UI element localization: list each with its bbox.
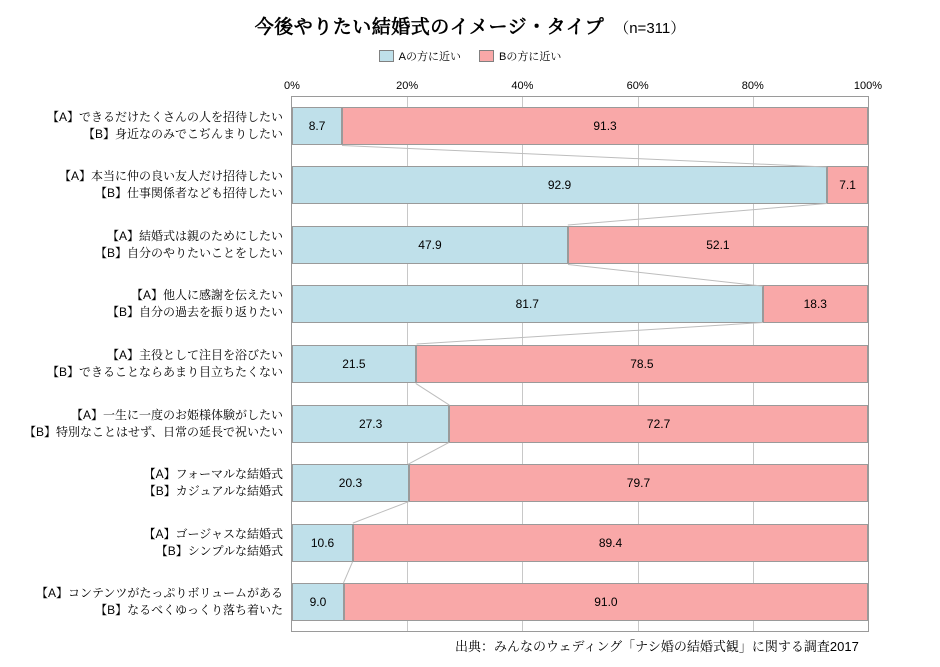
- bar-segment-a: [292, 345, 416, 383]
- row-label-line: 【B】特別なことはせず、日常の延長で祝いたい: [23, 424, 283, 439]
- chart-title-sub: （n=311）: [614, 20, 686, 37]
- row-label: [3, 168, 283, 202]
- row-label-line: 【A】フォーマルな結婚式: [143, 467, 283, 482]
- bar-value-b: 72.7: [646, 416, 671, 431]
- chart-row: [0, 226, 940, 264]
- x-axis-tick-label: 20%: [396, 80, 419, 92]
- legend-item-b: [479, 48, 561, 64]
- stacked-bar: [292, 345, 868, 383]
- row-label-line: 【A】できるだけたくさんの人を招待したい: [46, 109, 283, 124]
- bar-value-a: 81.7: [515, 297, 539, 312]
- row-label: [3, 109, 283, 143]
- x-axis-tick-label: 80%: [741, 80, 764, 92]
- row-label-line: 【A】主役として注目を浴びたい: [106, 348, 283, 362]
- bar-segment-a: [292, 166, 827, 204]
- row-label: [3, 347, 283, 381]
- row-label-line: 【B】なるべくゆっくり落ち着いた: [95, 603, 283, 618]
- chart-row: [0, 166, 940, 204]
- bar-value-b: 52.1: [706, 237, 730, 252]
- bar-rows: [0, 96, 940, 632]
- bar-value-a: 20.3: [338, 476, 363, 491]
- row-label-line: 【A】他人に感謝を伝えたい: [130, 288, 283, 303]
- bar-segment-b: [342, 107, 868, 145]
- chart-legend: [0, 48, 940, 64]
- x-axis-tick-label: 100%: [853, 80, 883, 92]
- legend-swatch-a-icon: [379, 50, 394, 62]
- x-axis-tick-labels: [284, 80, 883, 94]
- bar-value-a: 92.9: [547, 178, 572, 193]
- stacked-bar: [292, 285, 868, 323]
- stacked-bar: [292, 226, 868, 264]
- bar-value-a: 10.6: [310, 535, 335, 550]
- row-label: [3, 228, 283, 262]
- bar-value-b: 18.3: [803, 297, 827, 312]
- row-label: [3, 526, 283, 560]
- row-label-line: 【A】コンテンツがたっぷりボリュームがある: [35, 586, 283, 601]
- bar-segment-a: [292, 226, 568, 264]
- row-label-line: 【A】結婚式は親のためにしたい: [106, 228, 283, 243]
- x-axis-tick-label: 40%: [511, 80, 534, 92]
- row-label-line: 【A】一生に一度のお姫様体験がしたい: [70, 407, 283, 422]
- bar-value-b: 79.7: [626, 476, 651, 491]
- bar-value-a: 27.3: [358, 416, 383, 431]
- legend-label-a: Aの方に近い: [398, 51, 461, 63]
- bar-segment-a: [292, 464, 409, 502]
- bar-segment-a: [292, 524, 353, 562]
- chart-title: [0, 12, 940, 39]
- bar-value-b: 78.5: [630, 357, 654, 371]
- stacked-bar: [292, 524, 868, 562]
- bar-segment-b: [353, 524, 868, 562]
- chart-row: [0, 405, 940, 443]
- bar-segment-b: [449, 405, 868, 443]
- bar-segment-a: [292, 583, 344, 621]
- row-label-line: 【A】ゴージャスな結婚式: [143, 526, 283, 541]
- bar-value-a: 47.9: [418, 237, 442, 252]
- x-axis-tick-label: 60%: [626, 80, 649, 92]
- bar-segment-b: [827, 166, 868, 204]
- bar-segment-b: [763, 285, 868, 323]
- row-label: [3, 585, 283, 619]
- row-label-line: 【B】できることならあまり目立ちたくない: [46, 365, 283, 379]
- bar-value-b: 7.1: [839, 178, 856, 193]
- stacked-bar: [292, 583, 868, 621]
- bar-segment-b: [416, 345, 868, 383]
- stacked-bar: [292, 464, 868, 502]
- row-label-line: 【B】自分のやりたいことをしたい: [94, 245, 283, 260]
- chart-row: [0, 285, 940, 323]
- row-label-line: 【B】身近なのみでこぢんまりしたい: [82, 126, 283, 141]
- row-label-line: 【B】自分の過去を振り返りたい: [106, 305, 283, 320]
- chart-row: [0, 524, 940, 562]
- chart-title-main: 今後やりたい結婚式のイメージ・タイプ: [254, 17, 605, 38]
- bar-value-b: 89.4: [598, 535, 623, 550]
- bar-value-a: 8.7: [308, 118, 326, 133]
- legend-swatch-b-icon: [479, 50, 494, 62]
- row-label-line: 【B】カジュアルな結婚式: [143, 484, 283, 499]
- row-label-line: 【B】仕事関係者なども招待したい: [94, 186, 283, 201]
- bar-segment-a: [292, 405, 449, 443]
- bar-value-b: 91.3: [593, 118, 617, 133]
- bar-value-a: 9.0: [309, 595, 327, 610]
- legend-item-a: [379, 48, 461, 64]
- chart-row: [0, 107, 940, 145]
- bar-segment-a: [292, 107, 342, 145]
- row-label-line: 【A】本当に仲の良い友人だけ招待したい: [58, 169, 283, 184]
- row-label-line: 【B】シンプルな結婚式: [155, 543, 283, 558]
- stacked-bar: [292, 107, 868, 145]
- chart-row: [0, 464, 940, 502]
- row-label: [3, 466, 283, 500]
- bar-segment-b: [344, 583, 868, 621]
- stacked-bar: [292, 405, 868, 443]
- row-label: [3, 407, 283, 441]
- stacked-bar: [292, 166, 868, 204]
- bar-segment-b: [409, 464, 868, 502]
- bar-segment-a: [292, 285, 763, 323]
- bar-value-b: 91.0: [594, 595, 618, 610]
- chart-row: [0, 583, 940, 621]
- row-label: [3, 287, 283, 321]
- legend-label-b: Bの方に近い: [499, 51, 562, 63]
- bar-segment-b: [568, 226, 868, 264]
- chart-row: [0, 345, 940, 383]
- source-note: 出典：みんなのウェディング「ナシ婚の結婚式観」に関する調査2017: [455, 639, 859, 654]
- x-axis-tick-label: 0%: [284, 80, 300, 92]
- bar-value-a: 21.5: [342, 357, 366, 371]
